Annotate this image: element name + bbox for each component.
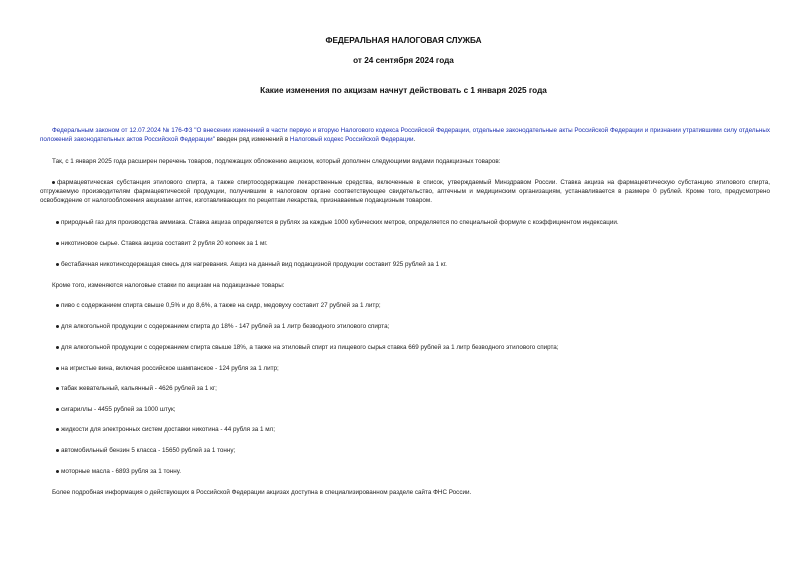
- bullet-icon: [56, 408, 59, 411]
- list-item: жидкости для электронных систем доставки никотина - 44 рубля за 1 мл;: [56, 425, 770, 434]
- agency-heading: ФЕДЕРАЛЬНАЯ НАЛОГОВАЯ СЛУЖБА: [325, 36, 482, 45]
- list-item: на игристые вина, включая российское шампанское - 124 рубля за 1 литр;: [56, 364, 770, 373]
- list-item: для алкогольной продукции с содержанием спирта свыше 18%, а также на этиловый спирт из пищевого сырья ставка 669 рублей за 1 литр безводного этилового спирта;: [56, 343, 770, 352]
- bullet-icon: [56, 428, 59, 431]
- bullet-icon: [56, 242, 59, 245]
- bullet-icon: [56, 221, 59, 224]
- bullet-icon: [52, 181, 55, 184]
- tax-code-link[interactable]: Налоговый кодекс Российской Федерации: [289, 136, 414, 144]
- list-item: бестабачная никотинсодержащая смесь для нагревания. Акциз на данный вид подакцизной продукции составит 925 рублей за 1 кг.: [56, 260, 770, 269]
- intro-paragraph: [40, 126, 770, 144]
- bullet-icon: [56, 367, 59, 370]
- bullet-icon: [56, 470, 59, 473]
- intro-end-text: .: [413, 136, 416, 144]
- list-item: автомобильный бензин 5 класса - 15650 рублей за 1 тонну;: [56, 446, 770, 455]
- document-title: Какие изменения по акцизам начнут действовать с 1 января 2025 года: [260, 86, 547, 95]
- bullet-icon: [56, 346, 59, 349]
- new-goods-intro: Так, с 1 января 2025 года расширен перечень товаров, подлежащих обложению акцизом, который дополнен следующими видами подакцизных товаров:: [52, 158, 501, 165]
- list-item: пиво с содержанием спирта свыше 0,5% и до 8,6%, а также на сидр, медовуху составит 27 рублей за 1 литр;: [56, 301, 770, 310]
- list-item: природный газ для производства аммиака. Ставка акциза определяется в рублях за каждые 1000 кубических метров, определяется по специальной формуле с коэффициентом индексации.: [56, 218, 770, 227]
- document-date: от 24 сентября 2024 года: [353, 56, 454, 65]
- list-item: моторные масла - 6893 рубля за 1 тонну.: [56, 467, 770, 476]
- list-item: никотиновое сырье. Ставка акциза составит 2 рубля 20 копеек за 1 мг.: [56, 239, 770, 248]
- rates-intro: Кроме того, изменяются налоговые ставки по акцизам на подакцизные товары:: [52, 282, 285, 289]
- bullet-icon: [56, 304, 59, 307]
- law-link[interactable]: Федеральным законом от 12.07.2024 № 176-ФЗ "О внесении изменений в части первую и вторую Налогового кодекса Российской Федерации, отдельные законодательные акты Российской Федерации и признании утратившими силу отдельных положений законодательных актов Российской Федерации": [40, 127, 770, 144]
- bullet-icon: [56, 449, 59, 452]
- bullet-icon: [56, 325, 59, 328]
- bullet-icon: [56, 387, 59, 390]
- list-item: табак жевательный, кальянный - 4626 рублей за 1 кг;: [56, 384, 770, 393]
- closing-paragraph: Более подробная информация о действующих в Российской Федерации акцизах доступна в специализированном разделе сайта ФНС России.: [52, 489, 472, 496]
- list-item: сигариллы - 4455 рублей за 1000 штук;: [56, 405, 770, 414]
- list-item: фармацевтическая субстанция этилового спирта, а также спиртосодержащие лекарственные средства, включенные в список, утверждаемый Минздравом России. Ставка акциза на фармацевтическую субстанцию этилового спирта, отгружаемую производителям фармацевтической продукции, получившим в налоговом органе соответствующее свидетельство, аптечным и медицинским организациям, устанавливается в размере 0 рублей. Кроме того, предусмотрено освобождение от налогообложения акцизами аптек, изготавливающих по рецептам лекарства, признаваемые подакцизным товаром.: [40, 179, 770, 205]
- list-item: для алкогольной продукции с содержанием спирта до 18% - 147 рублей за 1 литр безводного этилового спирта;: [56, 322, 770, 331]
- intro-middle-text: введен ряд изменений в: [214, 136, 290, 144]
- bullet-icon: [56, 263, 59, 266]
